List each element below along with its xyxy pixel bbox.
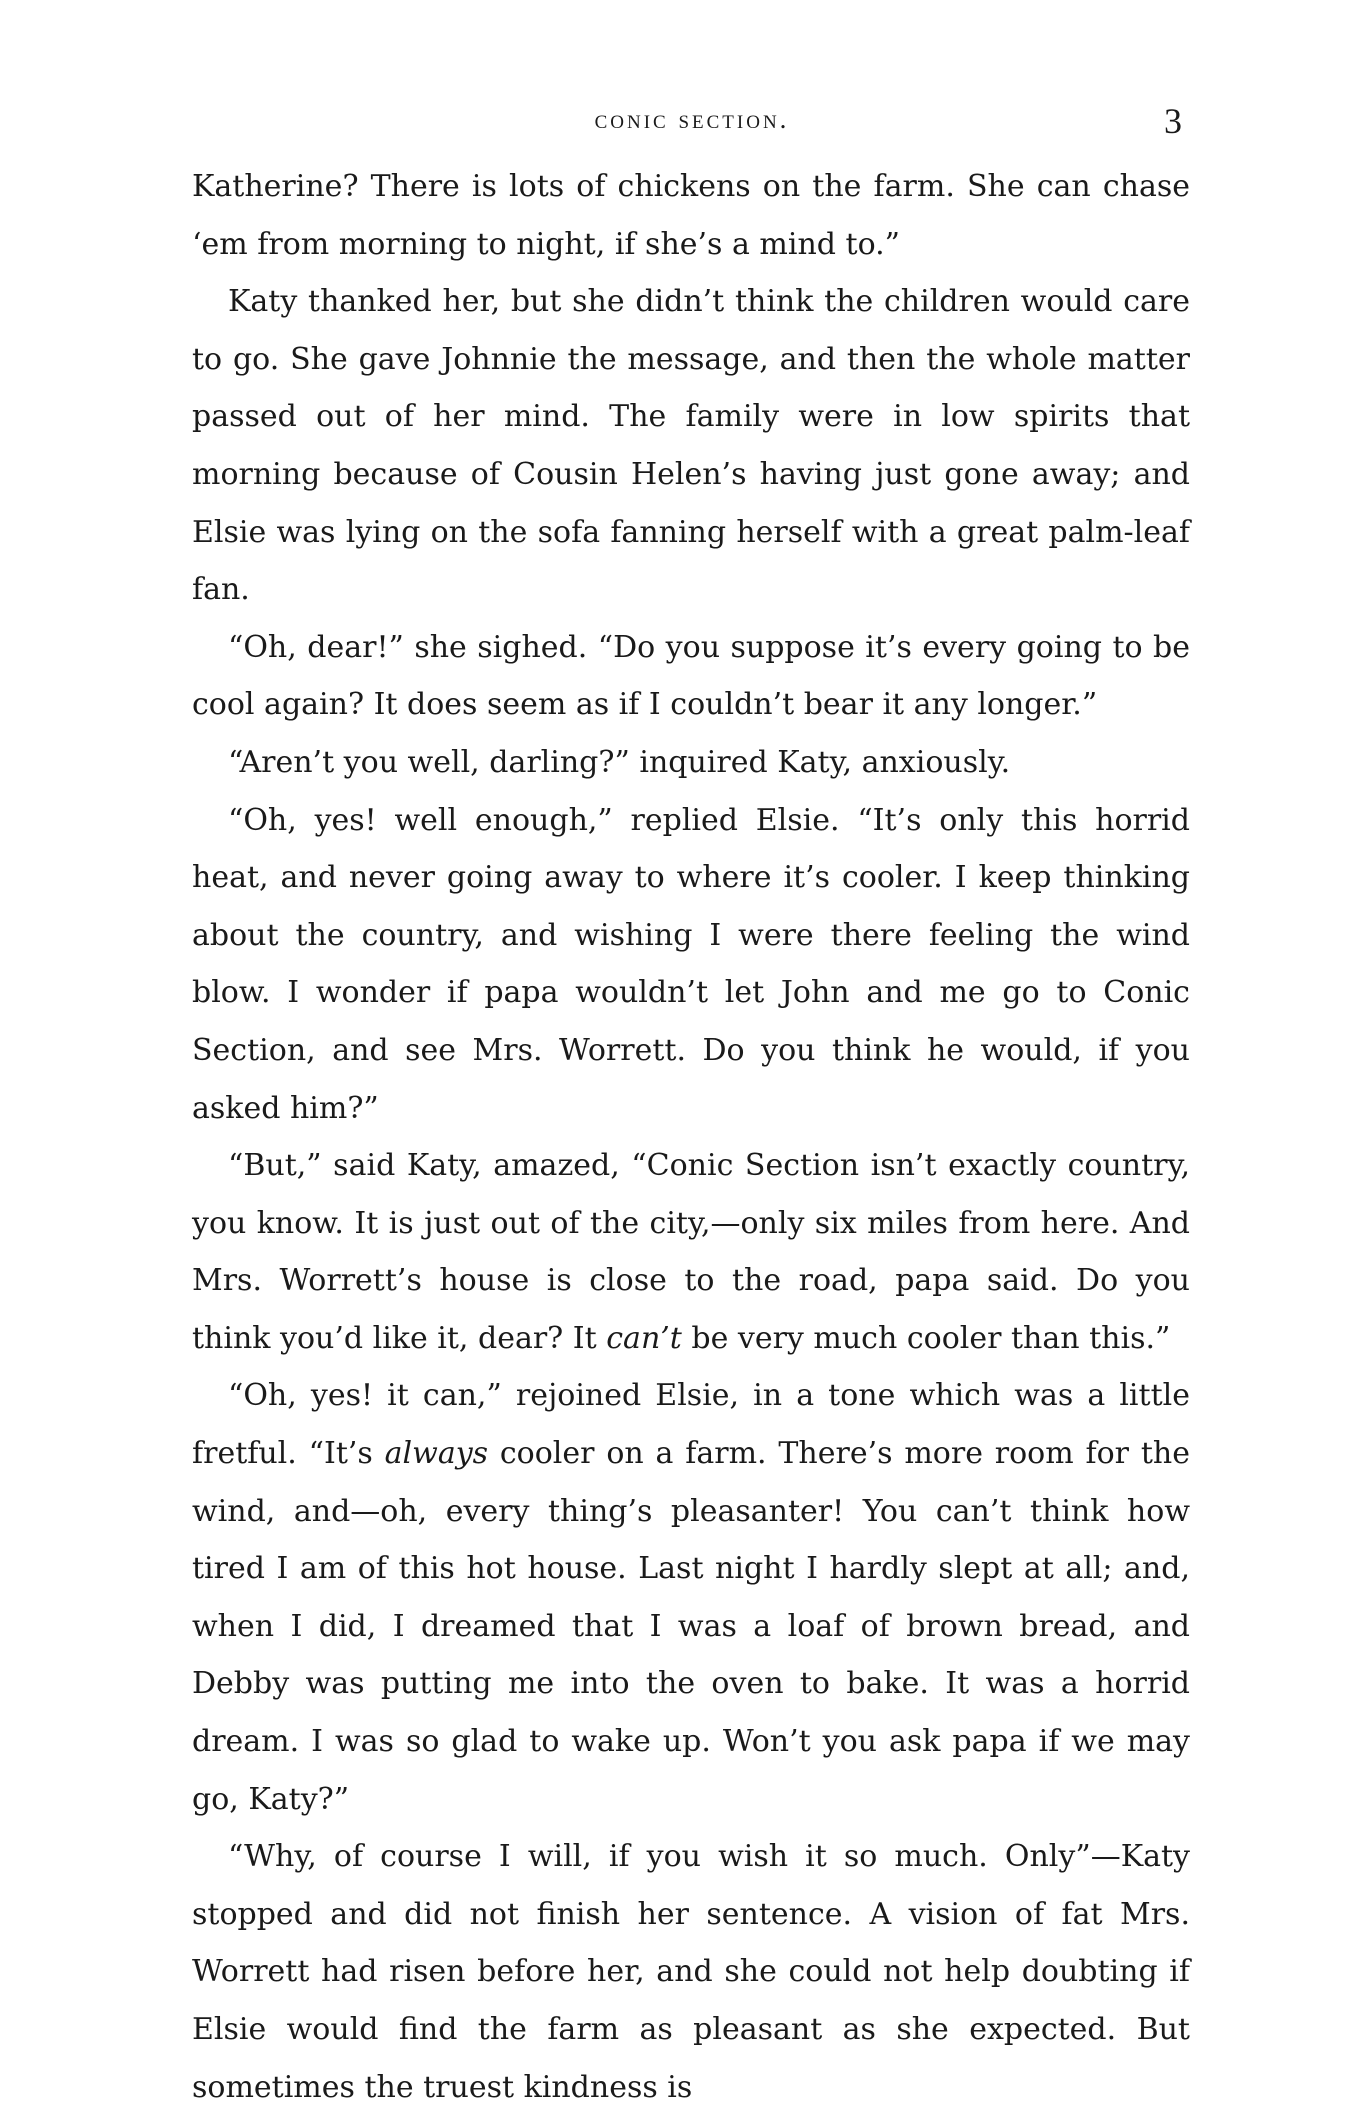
running-title: conic section. <box>594 104 790 134</box>
text-run: “Oh, dear!” she sighed. “Do you suppose it’s every going to be cool again? It does seem as if I couldn’t bear it any longer.” <box>192 629 1190 723</box>
italic-emphasis: can’t <box>606 1320 682 1356</box>
text-run: be very much cooler than this.” <box>681 1320 1171 1356</box>
paragraph <box>192 1367 1190 1828</box>
paragraph <box>192 1828 1190 2116</box>
text-run: Katy thanked her, but she didn’t think the children would care to go. She gave Johnnie the message, and then the whole matter passed out of her mind. The family were in low spirits that morning because of Cousin Helen’s having just gone away; and Elsie was lying on the sofa fanning herself with a great palm-leaf fan. <box>192 284 1190 608</box>
text-run: “But,” said Katy, amazed, “Conic Section isn’t exactly country, you know. It is just out of the city,—only six miles from here. And Mrs. Worrett’s house is close to the road, papa said. Do you think you’d like it, dear? It <box>192 1148 1190 1356</box>
paragraph <box>192 792 1190 1138</box>
text-run: cooler on a farm. There’s more room for the wind, and—oh, every thing’s pleasanter! You can’t think how tired I am of this hot house. Last night I hardly slept at all; and, when I did, I dreamed that I was a loaf of brown bread, and Debby was putting me into the oven to bake. It was a horrid dream. I was so glad to wake up. Won’t you ask papa if we may go, Katy?” <box>192 1436 1190 1817</box>
text-run: “Oh, yes! it can,” rejoined Elsie, in a tone which was a little fretful. “It’s <box>192 1378 1190 1472</box>
text-run: Katherine? There is lots of chickens on the farm. She can chase ‘em from morning to night, if she’s a mind to.” <box>192 169 1190 262</box>
paragraph <box>192 1137 1190 1367</box>
paragraph <box>192 734 1190 792</box>
text-run: “Oh, yes! well enough,” replied Elsie. “It’s only this horrid heat, and never going away to where it’s cooler. I keep thinking about the country, and wishing I were there feeling the wind blow. I wonder if papa wouldn’t let John and me go to Conic Section, and see Mrs. Worrett. Do you think he would, if you asked him?” <box>192 802 1190 1126</box>
page-number: 3 <box>1164 101 1182 141</box>
paragraph <box>192 273 1190 619</box>
paragraph <box>192 158 1190 273</box>
running-head <box>192 100 1192 150</box>
paragraph <box>192 619 1190 734</box>
body-text <box>192 158 1190 2116</box>
text-run: “Why, of course I will, if you wish it so much. Only”—Katy stopped and did not finish her sentence. A vision of fat Mrs. Worrett had risen before her, and she could not help doubting if Elsie would find the farm as pleasant as she expected. But sometimes the truest kindness is <box>192 1839 1190 2105</box>
text-run: “Aren’t you well, darling?” inquired Katy, anxiously. <box>228 744 1011 780</box>
italic-emphasis: always <box>384 1436 489 1472</box>
